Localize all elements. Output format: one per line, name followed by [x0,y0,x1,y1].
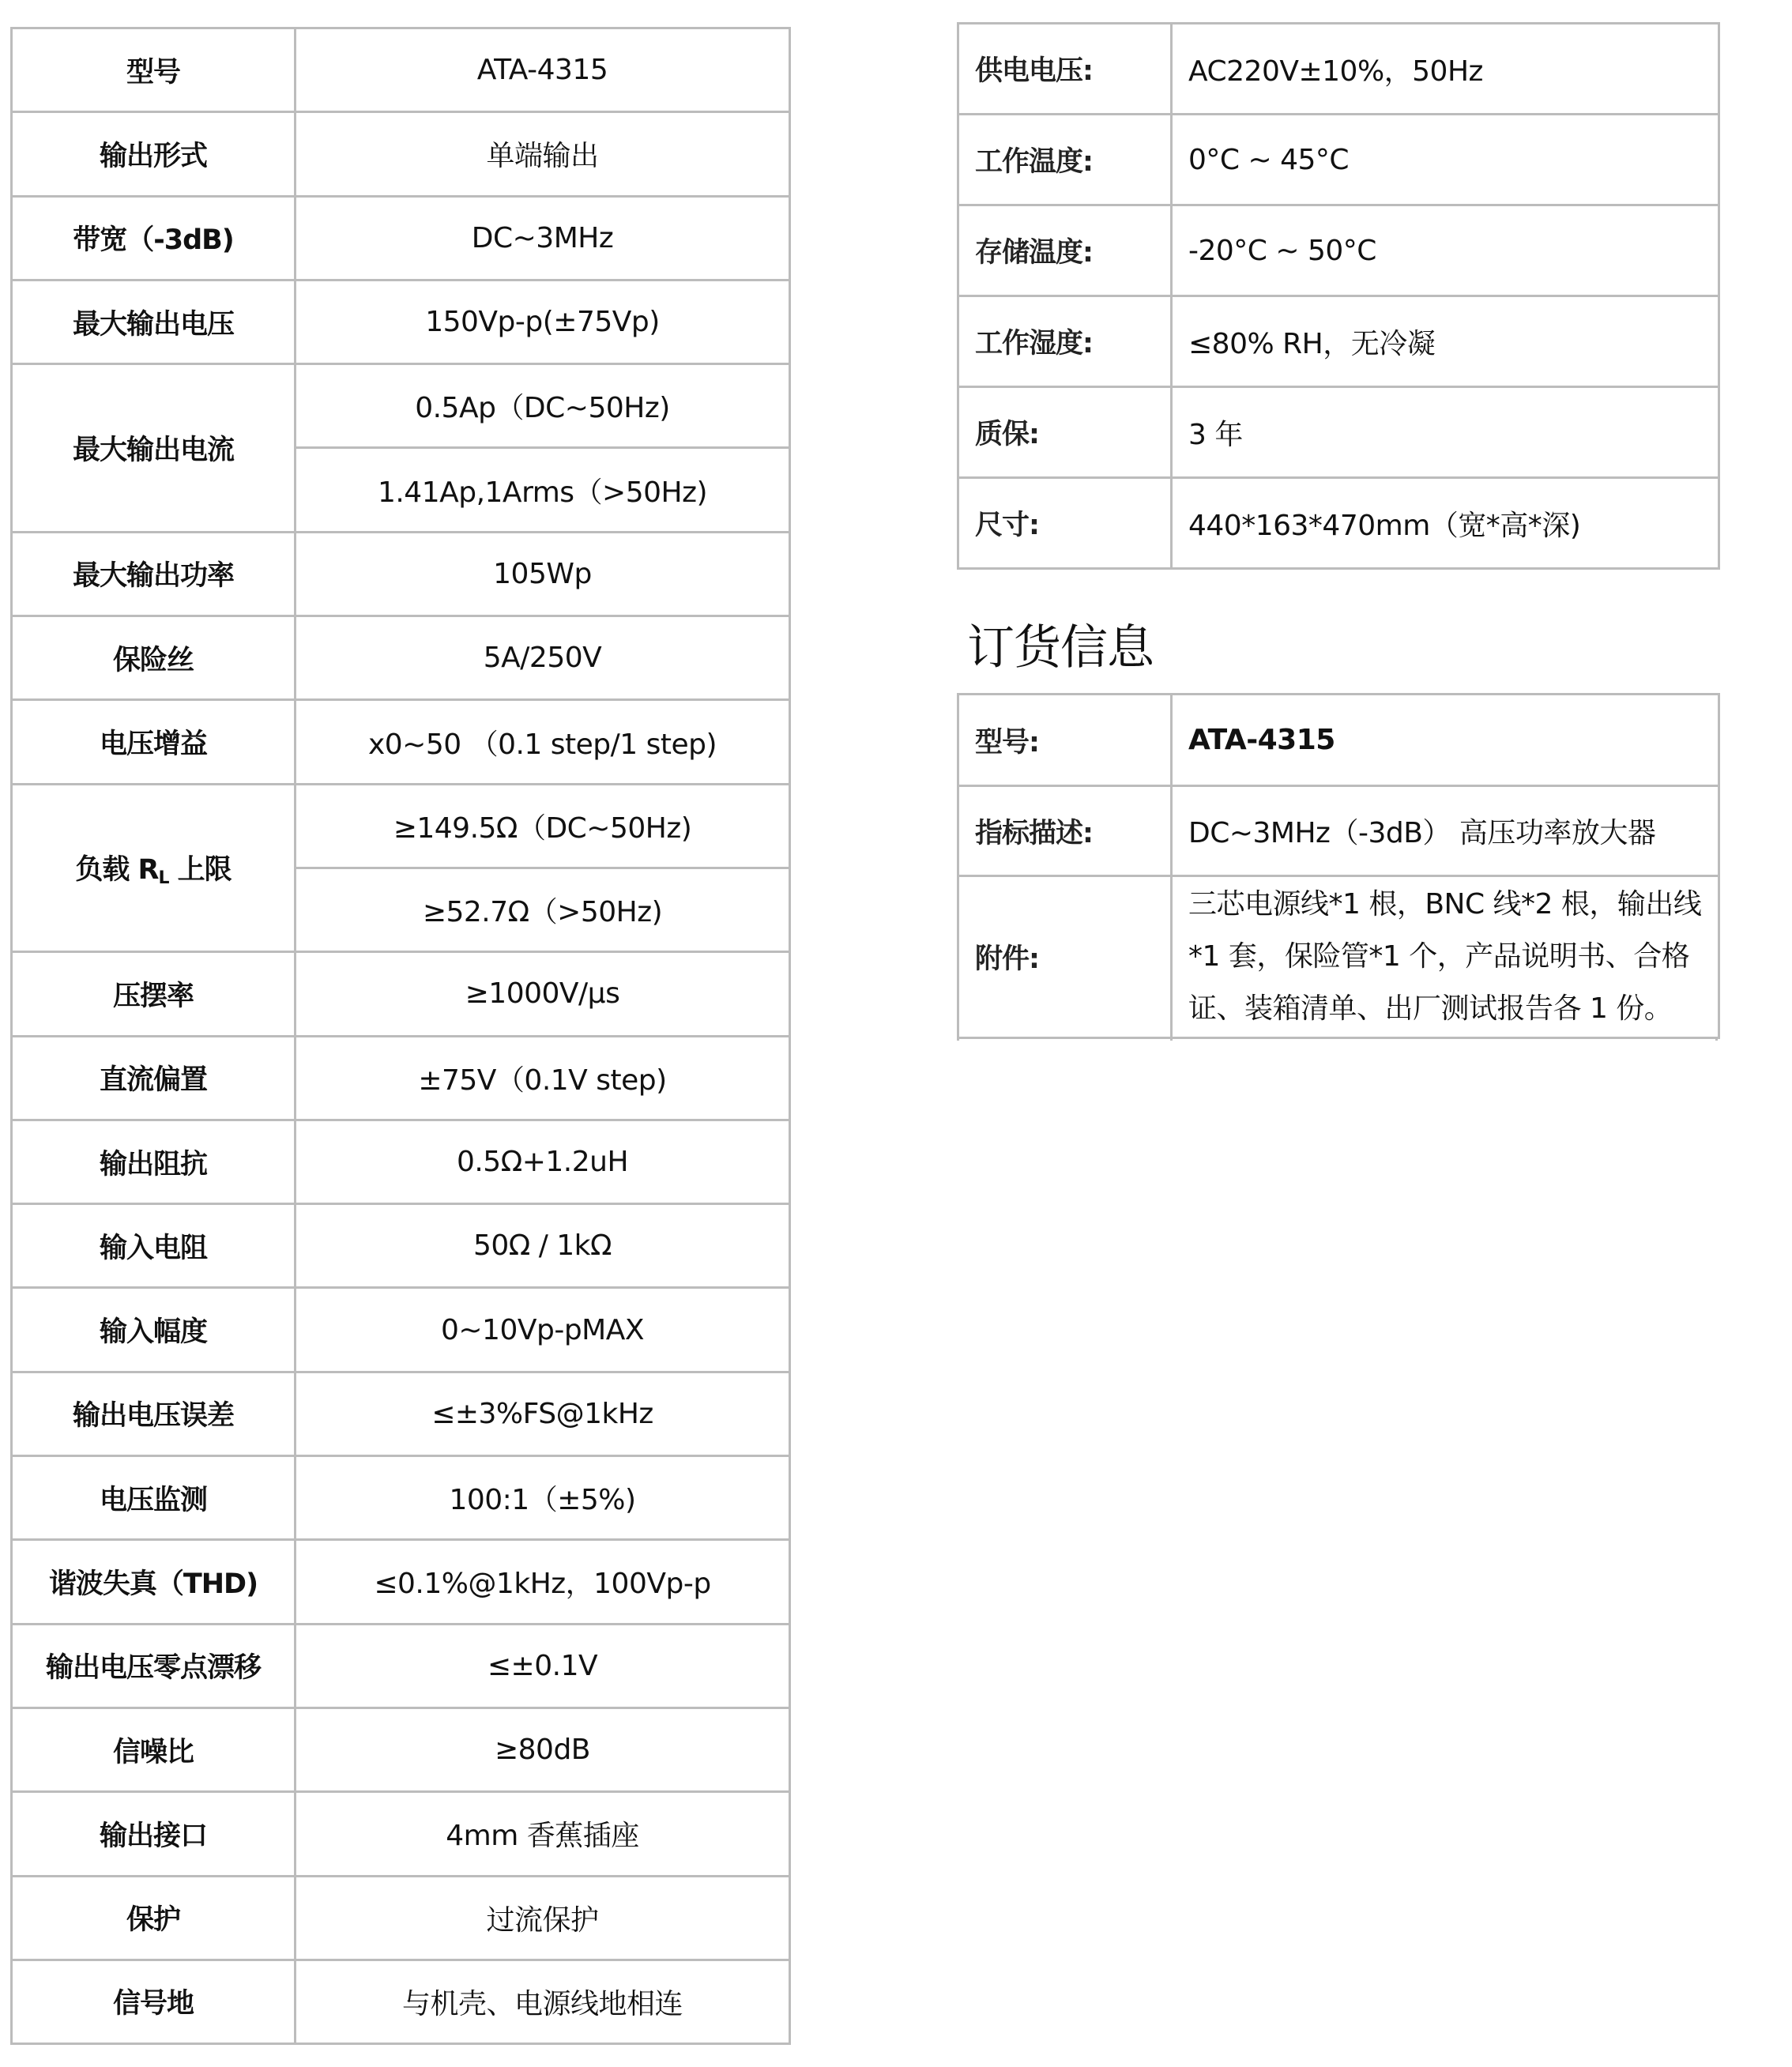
table-row [12,616,790,700]
spec-value: 单端输出 [296,112,790,196]
spec-label: 存储温度: [958,205,1172,296]
order-description-value: DC~3MHz（-3dB） 高压功率放大器 [1172,786,1719,876]
table-row [12,1876,790,1960]
spec-label: 输入幅度 [12,1288,296,1372]
spec-value: 105Wp [296,532,790,616]
spec-value: 与机壳、电源线地相连 [296,1960,790,2043]
table-row [958,695,1719,786]
spec-label: 保险丝 [12,616,296,700]
spec-value: ≤±3%FS@1kHz [296,1372,790,1455]
spec-value: 100:1（±5%) [296,1456,790,1540]
spec-label: 最大输出功率 [12,532,296,616]
spec-value: 0.5Ap（DC~50Hz) [296,364,790,448]
table-row [12,112,790,196]
spec-label: 电压监测 [12,1456,296,1540]
spec-label: 信号地 [12,1960,296,2043]
spec-value: x0~50 （0.1 step/1 step) [296,700,790,784]
table-row [12,28,790,112]
spec-value: -20°C ~ 50°C [1172,205,1719,296]
spec-value: ≤±0.1V [296,1624,790,1707]
spec-value: ≥52.7Ω（>50Hz) [296,868,790,951]
order-label: 型号: [958,695,1172,786]
order-info-heading: 订货信息 [967,620,1154,676]
spec-label: 输出接口 [12,1792,296,1876]
table-row [958,115,1719,205]
spec-value: DC~3MHz [296,196,790,280]
table-row [12,784,790,868]
spec-value: AC220V±10%，50Hz [1172,24,1719,115]
spec-label: 最大输出电流 [12,364,296,533]
spec-value: 0°C ~ 45°C [1172,115,1719,205]
spec-label: 供电电压: [958,24,1172,115]
spec-label: 输出电压误差 [12,1372,296,1455]
spec-label: 电压增益 [12,700,296,784]
table-row [12,1624,790,1707]
spec-value: ≥80dB [296,1707,790,1791]
table-row [12,1792,790,1876]
spec-label: 工作湿度: [958,296,1172,387]
table-row [12,196,790,280]
accessories-line: 证、装箱清单、出厂测试报告各 1 份。 [1188,992,1673,1025]
accessories-line: 三芯电源线*1 根，BNC 线*2 根，输出线 [1188,888,1702,921]
table-row [12,952,790,1036]
spec-value: ATA-4315 [296,28,790,112]
table-row [12,1707,790,1791]
order-label: 指标描述: [958,786,1172,876]
spec-label: 型号 [12,28,296,112]
spec-value: 440*163*470mm（宽*高*深) [1172,478,1719,569]
spec-label: 质保: [958,387,1172,478]
spec-label-load-rl [12,784,296,952]
spec-value: ≥1000V/μs [296,952,790,1036]
subscript-l: L [158,868,169,888]
spec-value: 5A/250V [296,616,790,700]
table-row [958,876,1719,1038]
spec-value: ±75V（0.1V step) [296,1036,790,1120]
order-info-table [957,693,1720,1039]
table-row [12,1540,790,1624]
table-row [12,1288,790,1372]
spec-label: 压摆率 [12,952,296,1036]
table-row [958,387,1719,478]
spec-value: 150Vp-p(±75Vp) [296,280,790,363]
spec-value: ≤0.1%@1kHz，100Vp-p [296,1540,790,1624]
table-row [12,1456,790,1540]
spec-label: 最大输出电压 [12,280,296,363]
table-row [12,1372,790,1455]
table-row [12,364,790,448]
spec-label: 工作温度: [958,115,1172,205]
spec-value: 4mm 香蕉插座 [296,1792,790,1876]
table-row [958,478,1719,569]
spec-value: ≤80% RH，无冷凝 [1172,296,1719,387]
spec-value: ≥149.5Ω（DC~50Hz) [296,784,790,868]
order-label: 附件: [958,876,1172,1038]
spec-table-right [957,22,1720,570]
spec-label: 信噪比 [12,1707,296,1791]
spec-value: 0~10Vp-pMAX [296,1288,790,1372]
spec-label: 输出阻抗 [12,1120,296,1203]
spec-label: 带宽（-3dB) [12,196,296,280]
table-row [12,532,790,616]
accessories-line: *1 套，保险管*1 个，产品说明书、合格 [1188,940,1690,973]
spec-value: 1.41Ap,1Arms（>50Hz) [296,448,790,532]
order-accessories-value [1172,876,1719,1038]
spec-label: 尺寸: [958,478,1172,569]
table-row [958,296,1719,387]
table-row [958,24,1719,115]
spec-label: 输入电阻 [12,1204,296,1288]
spec-label: 谐波失真（THD) [12,1540,296,1624]
spec-value: 50Ω / 1kΩ [296,1204,790,1288]
table-row [12,1204,790,1288]
spec-value: 0.5Ω+1.2uH [296,1120,790,1203]
spec-label: 直流偏置 [12,1036,296,1120]
spec-label: 输出电压零点漂移 [12,1624,296,1707]
label-text: 负载 R [75,853,159,886]
spec-label: 保护 [12,1876,296,1960]
spec-label: 输出形式 [12,112,296,196]
table-row [958,786,1719,876]
table-row [958,205,1719,296]
table-row [12,1036,790,1120]
table-row [12,1120,790,1203]
order-model-value: ATA-4315 [1172,695,1719,786]
spec-table-left [10,27,791,2045]
table-row [12,1960,790,2043]
table-row [12,700,790,784]
spec-value: 过流保护 [296,1876,790,1960]
table-continuation-stub [957,1037,1718,1041]
table-row [12,280,790,363]
spec-value: 3 年 [1172,387,1719,478]
label-text: 上限 [168,853,232,886]
